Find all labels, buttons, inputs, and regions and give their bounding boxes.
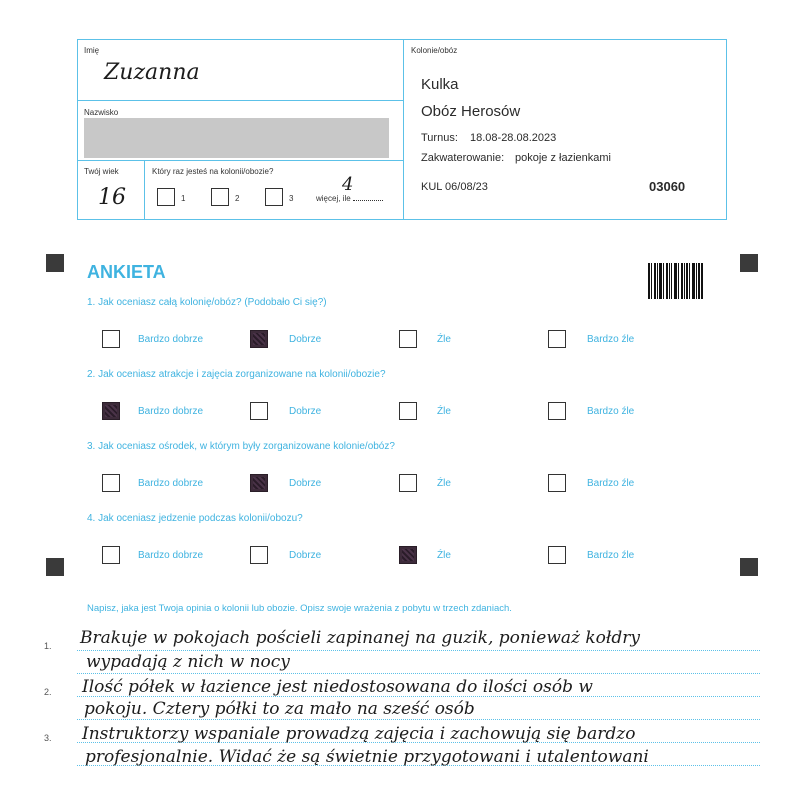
registration-marker	[740, 254, 758, 272]
rating-option-label: Bardzo źle	[587, 550, 635, 561]
question-text: 3. Jak oceniasz ośrodek, w którym były zorganizowane kolonie/obóz?	[87, 441, 395, 452]
registration-marker	[46, 558, 64, 576]
rating-option-label: Dobrze	[289, 478, 322, 489]
rating-option-label: Dobrze	[289, 406, 322, 417]
answer-line[interactable]: pokoju. Cztery półki to za mało na sześć osób	[84, 699, 475, 719]
camp-label: Kolonie/obóz	[411, 46, 458, 55]
rating-checkbox[interactable]	[399, 546, 417, 564]
rating-checkbox[interactable]	[548, 330, 566, 348]
rating-checkbox[interactable]	[399, 474, 417, 492]
rating-option-label: Bardzo dobrze	[138, 550, 204, 561]
rating-option-label: Bardzo źle	[587, 406, 635, 417]
answer-line[interactable]: profesjonalnie. Widać że są świetnie przygotowani i utalentowani	[85, 747, 649, 767]
rating-option-label: Bardzo źle	[587, 478, 635, 489]
opinion-prompt: Napisz, jaka jest Twoja opinia o kolonii lub obozie. Opisz swoje wrażenia z pobytu w trzech zdaniach.	[87, 603, 512, 614]
turnus-label: Turnus:	[421, 132, 458, 144]
rating-checkbox[interactable]	[102, 402, 120, 420]
more-label: więcej, ile	[316, 194, 351, 203]
answer-line[interactable]: Ilość półek w łazience jest niedostosowana do ilości osób w	[82, 677, 593, 697]
first-name-label: Imię	[84, 46, 100, 55]
answer-line[interactable]: Instruktorzy wspaniale prowadzą zajęcia i zachowują się bardzo	[82, 724, 636, 744]
times-question: Który raz jesteś na kolonii/obozie?	[152, 167, 274, 176]
answer-line[interactable]: wypadają z nich w nocy	[86, 652, 290, 672]
accommodation-label: Zakwaterowanie:	[421, 152, 505, 164]
camp-code: KUL 06/08/23	[421, 181, 488, 193]
rating-checkbox[interactable]	[102, 330, 120, 348]
camp-program: Obóz Herosów	[421, 103, 521, 120]
rating-checkbox[interactable]	[548, 546, 566, 564]
camp-name: Kulka	[421, 76, 459, 93]
accommodation-value: pokoje z łazienkami	[515, 152, 611, 164]
question-text: 1. Jak oceniasz całą kolonię/obóz? (Podobało Ci się?)	[87, 297, 327, 308]
times-checkbox-1[interactable]	[157, 188, 175, 206]
barcode-icon	[648, 263, 703, 299]
times-checkbox-2[interactable]	[211, 188, 229, 206]
rating-option-label: Źle	[437, 334, 451, 345]
line-number: 3.	[44, 733, 52, 743]
line-number: 1.	[44, 641, 52, 651]
header-box: Imię Zuzanna Nazwisko Twój wiek 16 Który raz jesteś na kolonii/obozie? 1 2 3 więcej, ile 4 Kolonie/obóz Kulka Obóz Herosów Turnus: 18.08-28.08.2023 Zakwaterowanie: pokoje z łazienkami KUL 06/08/23 03060	[77, 39, 727, 220]
surname-redacted	[84, 118, 389, 158]
rating-checkbox[interactable]	[102, 546, 120, 564]
rating-checkbox[interactable]	[250, 402, 268, 420]
header-divider	[403, 40, 404, 219]
rating-checkbox[interactable]	[548, 402, 566, 420]
form-number: 03060	[649, 179, 686, 194]
rating-checkbox[interactable]	[399, 330, 417, 348]
question-text: 2. Jak oceniasz atrakcje i zajęcia zorganizowane na kolonii/obozie?	[87, 369, 386, 380]
rating-option-label: Źle	[437, 406, 451, 417]
rating-option-label: Bardzo dobrze	[138, 406, 204, 417]
rating-option-label: Źle	[437, 550, 451, 561]
rating-option-label: Bardzo dobrze	[138, 478, 204, 489]
rating-option-label: Źle	[437, 478, 451, 489]
age-field[interactable]: 16	[98, 185, 126, 210]
rating-option-label: Bardzo źle	[587, 334, 635, 345]
rating-option-label: Dobrze	[289, 334, 322, 345]
surname-label: Nazwisko	[84, 108, 119, 117]
age-label: Twój wiek	[84, 167, 119, 176]
rating-checkbox[interactable]	[250, 330, 268, 348]
more-value[interactable]: 4	[342, 174, 354, 195]
question-text: 4. Jak oceniasz jedzenie podczas kolonii/obozu?	[87, 513, 303, 524]
registration-marker	[740, 558, 758, 576]
registration-marker	[46, 254, 64, 272]
first-name-field[interactable]: Zuzanna	[104, 60, 200, 85]
rating-checkbox[interactable]	[548, 474, 566, 492]
rating-checkbox[interactable]	[250, 546, 268, 564]
rating-option-label: Bardzo dobrze	[138, 334, 204, 345]
rating-option-label: Dobrze	[289, 550, 322, 561]
answer-line[interactable]: Brakuje w pokojach pościeli zapinanej na guzik, ponieważ kołdry	[80, 628, 641, 648]
times-checkbox-3[interactable]	[265, 188, 283, 206]
survey-title: ANKIETA	[87, 262, 166, 282]
rating-checkbox[interactable]	[250, 474, 268, 492]
rating-checkbox[interactable]	[399, 402, 417, 420]
turnus-value: 18.08-28.08.2023	[470, 132, 557, 144]
rating-checkbox[interactable]	[102, 474, 120, 492]
line-number: 2.	[44, 687, 52, 697]
